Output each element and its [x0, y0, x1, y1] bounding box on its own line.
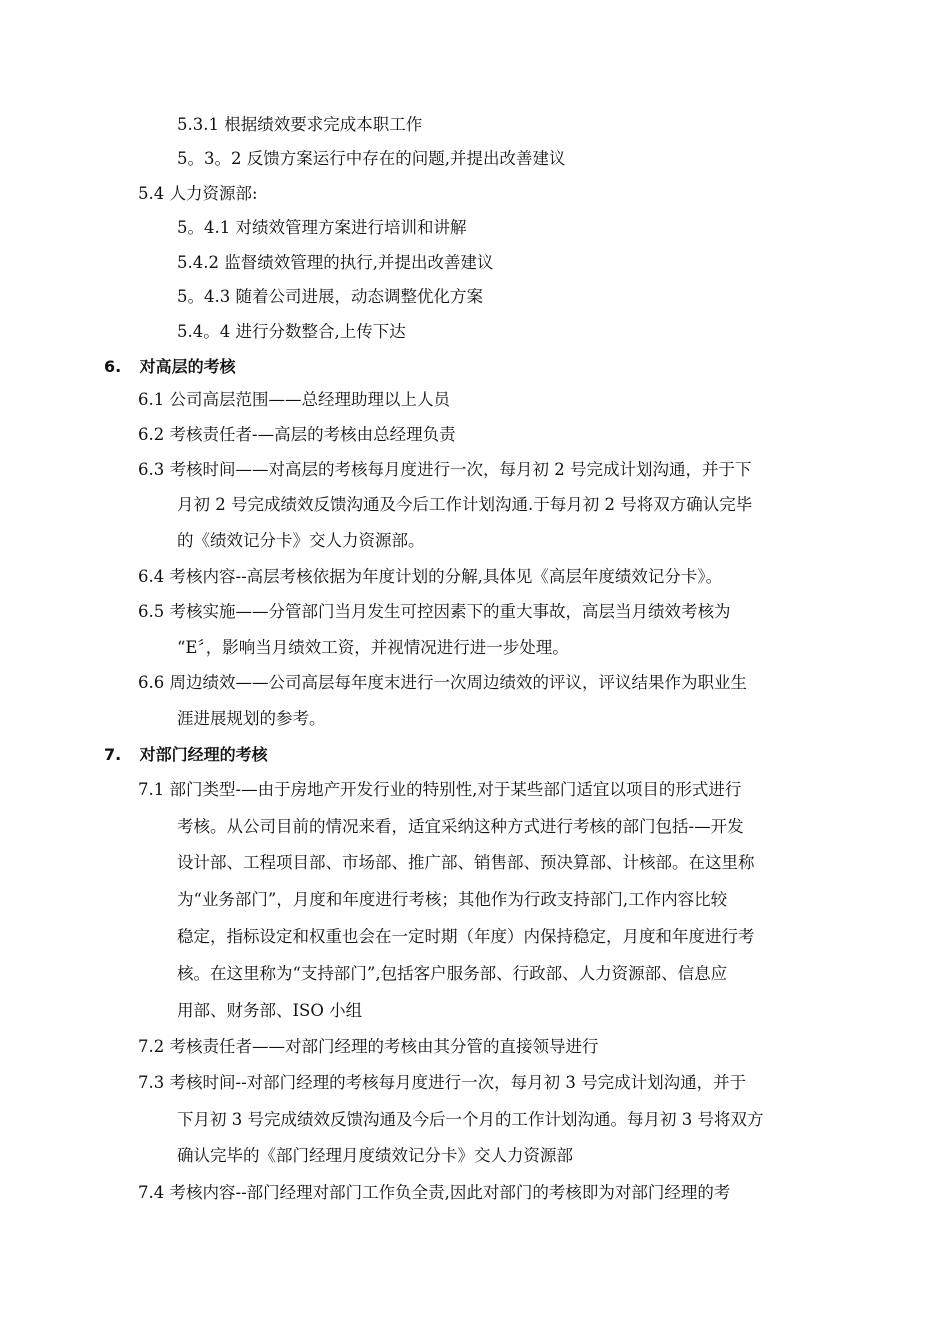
item-text: 稳定，指标设定和权重也会在一定时期（年度）内保持稳定，月度和年度进行考 [177, 927, 755, 946]
item-text: 考核实施——分管部门当月发生可控因素下的重大事故，高层当月绩效考核为 [169, 602, 731, 621]
item-number: 5.4 [138, 184, 165, 203]
item-6-3 [138, 459, 752, 481]
item-5-4-1 [177, 217, 467, 239]
item-6-5-cont [177, 637, 569, 659]
item-text: 公司高层范围——总经理助理以上人员 [169, 390, 450, 409]
item-text: 进行分数整合,上传下达 [235, 322, 406, 341]
item-text: 随着公司进展，动态调整优化方案 [235, 287, 483, 306]
section-title: 对高层的考核 [139, 357, 236, 376]
item-number: 6.1 [138, 390, 165, 409]
item-7-1-cont-1 [177, 816, 744, 838]
item-number: 5。3。2 [177, 149, 242, 168]
item-6-2 [138, 424, 456, 446]
item-text: 考核内容--部门经理对部门工作负全责,因此对部门的考核即为对部门经理的考 [169, 1183, 731, 1202]
item-text: 周边绩效——公司高层每年度末进行一次周边绩效的评议，评议结果作为职业生 [169, 673, 747, 692]
item-number: 6.2 [138, 425, 165, 444]
item-6-3-cont-2 [177, 530, 425, 552]
item-text: 人力资源部: [169, 184, 258, 203]
item-text: 监督绩效管理的执行,并提出改善建议 [224, 253, 494, 272]
item-6-6-cont [177, 708, 326, 730]
item-7-1-cont-6 [177, 1000, 362, 1022]
item-7-4 [138, 1182, 730, 1204]
item-7-3 [138, 1072, 746, 1094]
item-text: 考核责任者——对部门经理的考核由其分管的直接领导进行 [169, 1037, 599, 1056]
item-text: 考核责任者-—高层的考核由总经理负责 [169, 425, 456, 444]
section-6-heading [104, 356, 236, 378]
item-7-1-cont-5 [177, 963, 727, 985]
item-number: 5.4.2 [177, 253, 219, 272]
item-5-4-4 [177, 321, 406, 343]
item-6-6 [138, 672, 747, 694]
item-7-1 [138, 779, 741, 801]
item-text: 部门类型-—由于房地产开发行业的特别性,对于某些部门适宜以项目的形式进行 [169, 780, 742, 799]
item-number: 5。4.1 [177, 218, 231, 237]
section-number: 7. [104, 745, 122, 764]
item-number: 7.3 [138, 1073, 165, 1092]
item-text: 设计部、工程项目部、市场部、推广部、销售部、预决算部、计核部。在这里称 [177, 853, 755, 872]
item-5-4 [138, 183, 258, 205]
item-text: 用部、财务部、ISO 小组 [177, 1001, 363, 1020]
item-7-2 [138, 1036, 599, 1058]
item-text: 考核内容--高层考核依据为年度计划的分解,具体见《高层年度绩效记分卡》。 [169, 567, 723, 586]
item-text: 反馈方案运行中存在的问题,并提出改善建议 [246, 149, 566, 168]
item-number: 5.4。4 [177, 322, 231, 341]
item-7-3-cont-2 [177, 1145, 573, 1167]
item-5-4-2 [177, 252, 493, 274]
item-5-3-1 [177, 114, 422, 136]
item-number: 5。4.3 [177, 287, 231, 306]
item-7-1-cont-4 [177, 926, 755, 948]
section-7-heading [104, 744, 268, 766]
item-number: 7.2 [138, 1037, 165, 1056]
item-text: 的《绩效记分卡》交人力资源部。 [177, 531, 425, 550]
item-number: 6.3 [138, 460, 165, 479]
item-text: “E〞，影响当月绩效工资，并视情况进行进一步处理。 [177, 638, 569, 657]
item-7-3-cont-1 [177, 1109, 763, 1131]
item-6-1 [138, 389, 450, 411]
item-number: 7.1 [138, 780, 165, 799]
item-text: 下月初 3 号完成绩效反馈沟通及今后一个月的工作计划沟通。每月初 3 号将双方 [177, 1110, 764, 1129]
item-6-5 [138, 601, 731, 623]
item-number: 7.4 [138, 1183, 165, 1202]
item-number: 6.6 [138, 673, 165, 692]
section-title: 对部门经理的考核 [139, 745, 268, 764]
item-number: 6.4 [138, 567, 165, 586]
item-text: 考核时间——对高层的考核每月度进行一次，每月初 2 号完成计划沟通，并于下 [169, 460, 752, 479]
item-7-1-cont-2 [177, 852, 755, 874]
item-5-3-2 [177, 148, 566, 170]
item-text: 考核。从公司目前的情况来看，适宜采纳这种方式进行考核的部门包括-—开发 [177, 817, 744, 836]
item-text: 对绩效管理方案进行培训和讲解 [235, 218, 467, 237]
item-text: 考核时间--对部门经理的考核每月度进行一次，每月初 3 号完成计划沟通，并于 [169, 1073, 747, 1092]
item-5-4-3 [177, 286, 483, 308]
item-text: 月初 2 号完成绩效反馈沟通及今后工作计划沟通.于每月初 2 号将双方确认完毕 [177, 495, 753, 514]
item-6-3-cont-1 [177, 494, 752, 516]
item-text: 根据绩效要求完成本职工作 [224, 115, 423, 134]
item-text: 核。在这里称为“支持部门”,包括客户服务部、行政部、人力资源部、信息应 [177, 964, 728, 983]
item-7-1-cont-3 [177, 889, 727, 911]
section-number: 6. [104, 357, 122, 376]
item-6-4 [138, 566, 722, 588]
item-number: 6.5 [138, 602, 165, 621]
item-text: 涯进展规划的参考。 [177, 709, 326, 728]
item-text: 确认完毕的《部门经理月度绩效记分卡》交人力资源部 [177, 1146, 573, 1165]
item-text: 为“业务部门”，月度和年度进行考核；其他作为行政支持部门,工作内容比较 [177, 890, 728, 909]
item-number: 5.3.1 [177, 115, 219, 134]
